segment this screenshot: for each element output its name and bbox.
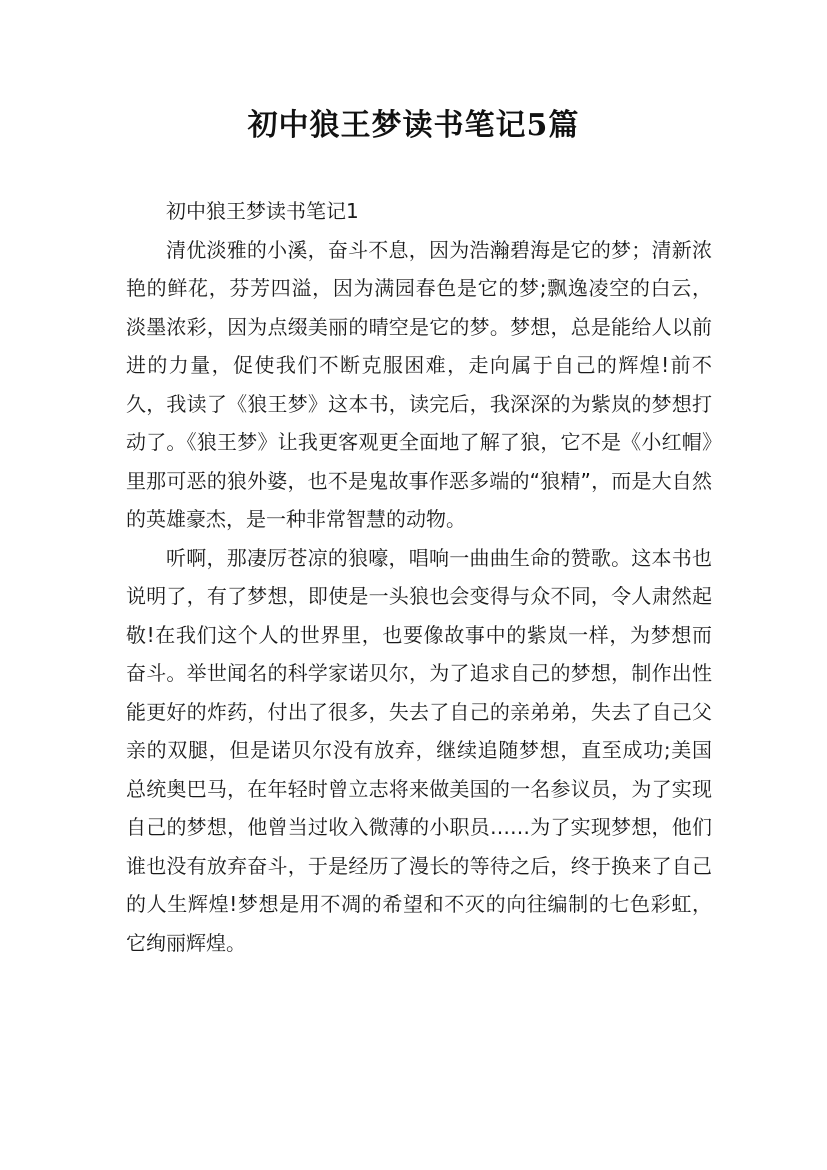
document-title: 初中狼王梦读书笔记5篇: [247, 108, 580, 143]
document-body: [126, 192, 712, 962]
section-heading: 初中狼王梦读书笔记1: [166, 199, 359, 223]
paragraph: 听啊，那凄厉苍凉的狼嚎，唱响一曲曲生命的赞歌。这本书也说明了，有了梦想，即使是一头狼也会变得与众不同，令人肃然起敬!在我们这个人的世界里，也要像故事中的紫岚一样，为梦想而奋斗。举世闻名的科学家诺贝尔，为了追求自己的梦想，制作出性能更好的炸药，付出了很多，失去了自己的亲弟弟，失去了自己父亲的双腿，但是诺贝尔没有放弃，继续追随梦想，直至成功;美国总统奥巴马，在年轻时曾立志将来做美国的一名参议员，为了实现自己的梦想，他曾当过收入微薄的小职员……为了实现梦想，他们谁也没有放弃奋斗，于是经历了漫长的等待之后，终于换来了自己的人生辉煌!梦想是用不凋的希望和不灭的向往编制的七色彩虹，它绚丽辉煌。: [126, 545, 712, 955]
paragraph: 清优淡雅的小溪，奋斗不息，因为浩瀚碧海是它的梦；清新浓艳的鲜花，芬芳四溢，因为满园春色是它的梦;飘逸凌空的白云，淡墨浓彩，因为点缀美丽的晴空是它的梦。梦想，总是能给人以前进的力量，促使我们不断克服困难，走向属于自己的辉煌!前不久，我读了《狼王梦》这本书，读完后，我深深的为紫岚的梦想打动了。《狼王梦》让我更客观更全面地了解了狼，它不是《小红帽》里那可恶的狼外婆，也不是鬼故事作恶多端的“狼精”，而是大自然的英雄豪杰，是一种非常智慧的动物。: [126, 237, 712, 531]
